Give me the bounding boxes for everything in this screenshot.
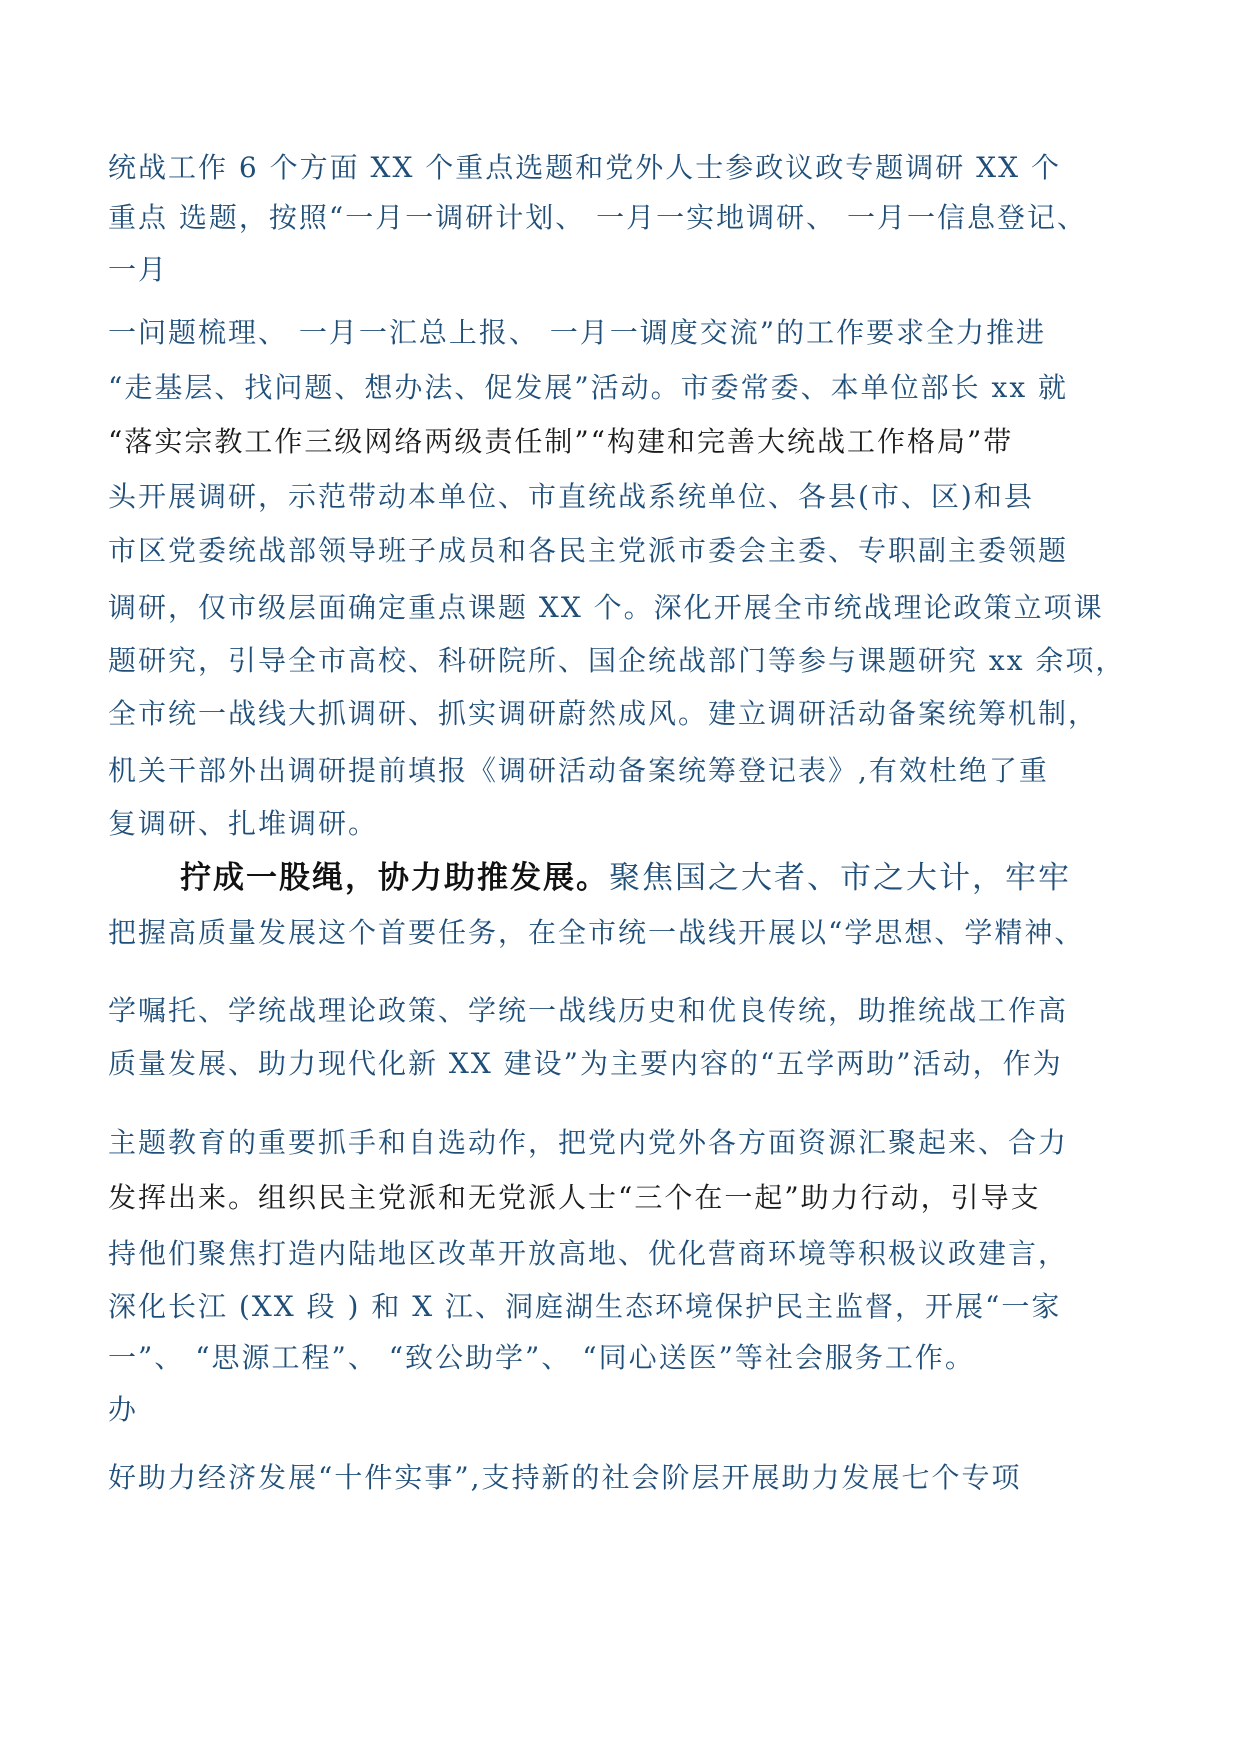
section-line-8: 一”、 “思源工程”、 “致公助学”、 “同心送医”等社会服务工作。 — [108, 1341, 975, 1374]
text-line-1: 统战工作 6 个方面 XX 个重点选题和党外人士参政议政专题调研 XX 个 — [108, 151, 1061, 184]
section-line-10: 好助力经济发展“十件实事”,支持新的社会阶层开展助力发展七个专项 — [108, 1461, 1022, 1494]
section-line-1: 把握高质量发展这个首要任务，在全市统一战线开展以“学思想、学精神、 — [108, 916, 1085, 949]
section-line-5: 发挥出来。组织民主党派和无党派人士“三个在一起”助力行动，引导支 — [108, 1181, 1041, 1214]
section-heading: 拧成一股绳，协力助推发展。 — [180, 860, 609, 896]
text-line-4: 一问题梳理、 一月一汇总上报、 一月一调度交流”的工作要求全力推进 — [108, 316, 1047, 349]
text-line-11: 全市统一战线大抓调研、抓实调研蔚然成风。建立调研活动备案统筹机制， — [108, 697, 1099, 730]
text-line-6: “落实宗教工作三级网络两级责任制”“构建和完善大统战工作格局”带 — [108, 425, 1014, 458]
section-line-2: 学嘱托、学统战理论政策、学统一战线历史和优良传统，助推统战工作高 — [108, 994, 1069, 1027]
text-line-9: 调研，仅市级层面确定重点课题 XX 个。深化开展全市统战理论政策立项课 — [108, 591, 1104, 624]
section-line-9: 办 — [108, 1393, 139, 1426]
text-line-7: 头开展调研，示范带动本单位、市直统战系统单位、各县(市、区)和县 — [108, 480, 1034, 513]
text-line-5: “走基层、找问题、想办法、促发展”活动。市委常委、本单位部长 xx 就 — [108, 371, 1069, 404]
text-line-13: 复调研、扎堆调研。 — [108, 807, 379, 840]
text-line-2: 重点 选题，按照“一月一调研计划、 一月一实地调研、 一月一信息登记、 — [108, 201, 1088, 234]
section-line-6: 持他们聚焦打造内陆地区改革开放高地、优化营商环境等积极议政建言， — [108, 1237, 1069, 1270]
text-line-10: 题研究，引导全市高校、科研院所、国企统战部门等参与课题研究 xx 余项， — [108, 644, 1126, 677]
text-line-12: 机关干部外出调研提前填报《调研活动备案统筹登记表》,有效杜绝了重 — [108, 754, 1049, 787]
section-heading-continuation: 聚焦国之大者、市之大计，牢牢 — [609, 860, 1071, 896]
section-heading-line — [180, 860, 1071, 897]
section-line-3: 质量发展、助力现代化新 XX 建设”为主要内容的“五学两助”活动，作为 — [108, 1047, 1063, 1080]
text-line-3: 一月 — [108, 253, 169, 286]
section-line-7: 深化长江 (XX 段 ) 和 X 江、洞庭湖生态环境保护民主监督，开展“一家 — [108, 1290, 1062, 1323]
section-line-4: 主题教育的重要抓手和自选动作，把党内党外各方面资源汇聚起来、合力 — [108, 1126, 1069, 1159]
text-line-8: 市区党委统战部领导班子成员和各民主党派市委会主委、专职副主委领题 — [108, 534, 1069, 567]
